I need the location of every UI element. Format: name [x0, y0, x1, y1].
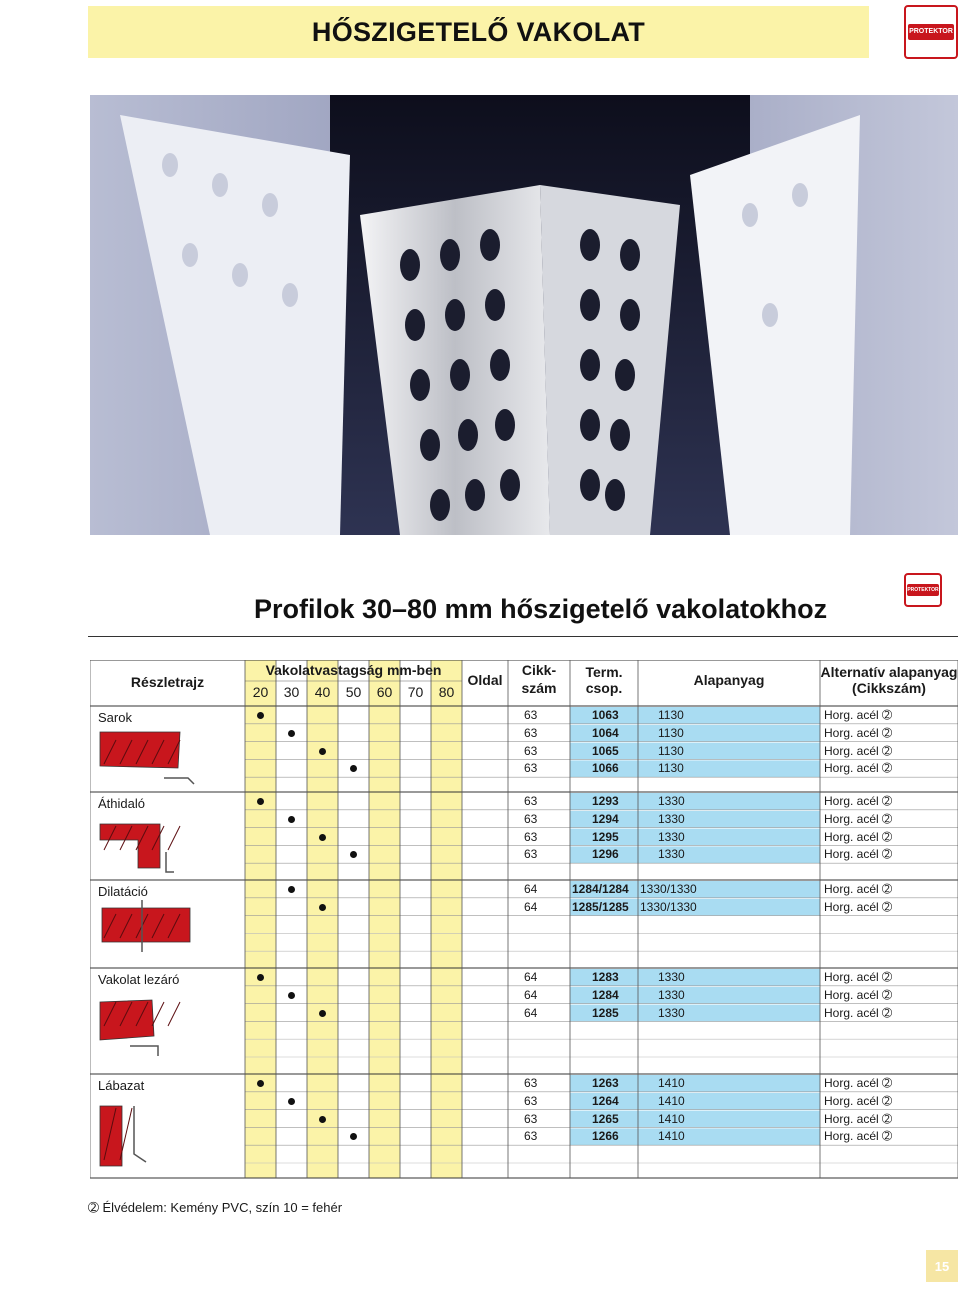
oldal-value: 63 [524, 1093, 538, 1108]
term-csop-value: 1130 [658, 725, 684, 740]
alapanyag-value: Horg. acél ➁ [824, 794, 893, 808]
oldal-value: 64 [524, 987, 538, 1002]
oldal-value: 63 [524, 743, 538, 758]
group-label: Sarok [98, 710, 132, 725]
alapanyag-value: Horg. acél ➁ [824, 882, 893, 896]
thickness-dot [257, 1080, 264, 1087]
alapanyag-value: Horg. acél ➁ [824, 899, 893, 914]
oldal-value: 63 [524, 725, 538, 740]
group-label: Lábazat [98, 1078, 145, 1093]
oldal-value: 63 [524, 1111, 538, 1126]
cikkszam-value: 1284 [592, 987, 619, 1002]
cikkszam-value: 1285 [592, 1005, 619, 1020]
cikkszam-value: 1296 [592, 847, 619, 862]
detail-drawing [100, 1106, 146, 1166]
thickness-value: 70 [407, 684, 424, 700]
alapanyag-value: Horg. acél ➁ [824, 847, 893, 862]
term-csop-value: 1130 [658, 761, 684, 776]
footnote: ➁ Élvédelem: Kemény PVC, szín 10 = fehér [88, 1200, 343, 1215]
term-csop-value: 1330 [658, 1005, 685, 1020]
cikkszam-value: 1265 [592, 1111, 619, 1126]
alapanyag-value: Horg. acél ➁ [824, 1076, 893, 1090]
thickness-dot [257, 798, 264, 805]
detail-drawing [100, 1000, 180, 1056]
thickness-column [307, 660, 338, 1178]
term-csop-value: 1130 [658, 708, 684, 722]
oldal-value: 63 [524, 1129, 538, 1144]
header-term: Term. [585, 664, 623, 680]
logo-text: PROTEKTOR [908, 24, 954, 40]
cikkszam-value: 1064 [592, 725, 619, 740]
section-title: Profilok 30–80 mm hőszigetelő vakolatokhoz [254, 594, 828, 624]
cikkszam-value: 1293 [592, 794, 619, 808]
logo-text-small: PROTEKTOR [907, 584, 939, 596]
thickness-value: 50 [345, 684, 362, 700]
term-csop-value: 1330/1330 [640, 882, 697, 896]
term-csop-value: 1330 [658, 829, 685, 844]
oldal-value: 64 [524, 899, 538, 914]
detail-drawing [100, 732, 194, 784]
term-csop-value: 1330/1330 [640, 899, 697, 914]
group-label: Áthidaló [98, 796, 145, 811]
thickness-dot [288, 886, 295, 893]
product-table [90, 660, 958, 1188]
term-csop-value: 1330 [658, 970, 685, 984]
detail-drawing [102, 900, 190, 952]
alapanyag-value: Horg. acél ➁ [824, 829, 893, 844]
cikkszam-value: 1066 [592, 761, 619, 776]
term-csop-value: 1410 [658, 1093, 685, 1108]
cikkszam-value: 1294 [592, 811, 619, 826]
protektor-logo [904, 5, 958, 59]
alapanyag-value: Horg. acél ➁ [824, 1111, 893, 1126]
term-csop-value: 1330 [658, 811, 685, 826]
cikkszam-value: 1295 [592, 829, 619, 844]
header-oldal: Oldal [467, 672, 503, 688]
thickness-column [245, 660, 276, 1178]
oldal-value: 63 [524, 811, 538, 826]
alapanyag-value: Horg. acél ➁ [824, 811, 893, 826]
detail-drawing [100, 824, 180, 872]
thickness-column [369, 660, 400, 1178]
thickness-dot [288, 730, 295, 737]
thickness-dot [319, 904, 326, 911]
term-csop-value: 1330 [658, 794, 685, 808]
thickness-dot [288, 1098, 295, 1105]
alapanyag-value: Horg. acél ➁ [824, 761, 893, 776]
alapanyag-value: Horg. acél ➁ [824, 1129, 893, 1144]
thickness-value: 80 [438, 684, 455, 700]
cikkszam-value: 1266 [592, 1129, 619, 1144]
alapanyag-value: Horg. acél ➁ [824, 987, 893, 1002]
header-term-2: csop. [585, 680, 623, 696]
alapanyag-value: Horg. acél ➁ [824, 708, 893, 722]
oldal-value: 63 [524, 761, 538, 776]
term-csop-value: 1410 [658, 1111, 685, 1126]
cikkszam-value: 1063 [592, 708, 619, 722]
cikkszam-value: 1285/1285 [572, 899, 629, 914]
header-alapanyag: Alapanyag [693, 672, 765, 688]
thickness-value: 30 [283, 684, 300, 700]
thickness-dot [288, 992, 295, 999]
thickness-dot [319, 1010, 326, 1017]
oldal-value: 64 [524, 970, 538, 984]
oldal-value: 63 [524, 847, 538, 862]
term-csop-value: 1130 [658, 743, 684, 758]
thickness-dot [319, 834, 326, 841]
thickness-column [400, 660, 431, 1178]
page-title: HŐSZIGETELŐ VAKOLAT [311, 16, 646, 47]
header-vastagsag: Vakolatvastagság mm-ben [265, 662, 442, 678]
alapanyag-value: Horg. acél ➁ [824, 1005, 893, 1020]
thickness-dot [257, 974, 264, 981]
alapanyag-value: Horg. acél ➁ [824, 1093, 893, 1108]
alapanyag-value: Horg. acél ➁ [824, 743, 893, 758]
thickness-dot [319, 748, 326, 755]
header-cikk: Cikk- [521, 662, 557, 678]
cikkszam-value: 1065 [592, 743, 619, 758]
thickness-dot [257, 712, 264, 719]
term-csop-value: 1410 [658, 1076, 685, 1090]
thickness-dot [319, 1116, 326, 1123]
term-csop-value: 1410 [658, 1129, 685, 1144]
alapanyag-value: Horg. acél ➁ [824, 970, 893, 984]
thickness-value: 60 [376, 684, 393, 700]
protektor-logo-small [904, 573, 942, 607]
oldal-value: 63 [524, 708, 538, 722]
alapanyag-value: Horg. acél ➁ [824, 725, 893, 740]
cikkszam-value: 1263 [592, 1076, 619, 1090]
oldal-value: 64 [524, 1005, 538, 1020]
cikkszam-value: 1264 [592, 1093, 619, 1108]
group-label: Vakolat lezáró [98, 972, 180, 987]
thickness-column [431, 660, 462, 1178]
thickness-column [338, 660, 369, 1178]
page-number: 15 [926, 1250, 958, 1282]
oldal-value: 63 [524, 794, 538, 808]
oldal-value: 63 [524, 829, 538, 844]
thickness-dot [288, 816, 295, 823]
term-csop-value: 1330 [658, 987, 685, 1002]
oldal-value: 63 [524, 1076, 538, 1090]
cikkszam-value: 1284/1284 [572, 882, 629, 896]
thickness-value: 20 [252, 684, 269, 700]
header-reszletrajz: Részletrajz [130, 674, 205, 690]
term-csop-value: 1330 [658, 847, 685, 862]
product-photo [90, 95, 958, 535]
cikkszam-value: 1283 [592, 970, 619, 984]
group-label: Dilatáció [98, 884, 148, 899]
oldal-value: 64 [524, 882, 538, 896]
header-alt-2: (Cikkszám) [852, 680, 926, 696]
thickness-value: 40 [314, 684, 331, 700]
title-bar [88, 6, 869, 58]
header-alt: Alternatív alapanyag [820, 664, 958, 680]
divider-line [88, 636, 958, 637]
header-cikk-2: szám [521, 680, 557, 696]
